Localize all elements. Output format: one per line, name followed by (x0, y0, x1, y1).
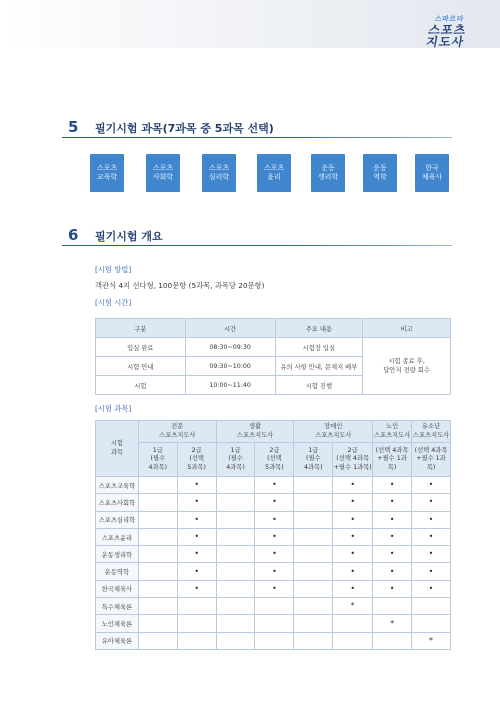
group-header: 전문 스포츠지도사 (138, 421, 216, 443)
section-5-heading (62, 118, 452, 138)
time-table (95, 318, 451, 395)
subject-box: 스포츠 심리학 (202, 154, 236, 192)
selectable-mark: • (177, 546, 216, 563)
subject-name: 스포츠사회학 (96, 494, 139, 511)
cell: 시험 진행 (275, 376, 363, 395)
required-mark: * (333, 598, 373, 615)
subject-box: 운동 역학 (363, 154, 397, 192)
selectable-mark: • (255, 494, 294, 511)
header-cell: 시간 (185, 319, 275, 338)
group-header: 생활 스포츠지도사 (216, 421, 294, 443)
selectable-mark: • (255, 528, 294, 545)
selectable-mark: • (255, 580, 294, 597)
required-mark: * (373, 615, 412, 632)
cell: 10:00~11:40 (185, 376, 275, 395)
table-row (96, 546, 451, 563)
selectable-mark: • (412, 546, 451, 563)
selectable-mark: • (373, 528, 412, 545)
subject-box: 운동 생리학 (311, 154, 345, 192)
grade-header: (선택 4과목 +필수 1과목) (373, 443, 412, 477)
table-row (96, 477, 451, 494)
selectable-mark: • (373, 563, 412, 580)
empty-cell (255, 598, 294, 615)
selectable-mark: • (412, 511, 451, 528)
selectable-mark: • (412, 477, 451, 494)
empty-cell (138, 598, 177, 615)
selectable-mark: • (412, 528, 451, 545)
grade-header: 2급 (선택 4과목 +필수 1과목) (333, 443, 373, 477)
selectable-mark: • (333, 494, 373, 511)
empty-cell (333, 615, 373, 632)
empty-cell (216, 528, 255, 545)
section-underline (62, 137, 452, 139)
cell: 시험 (96, 376, 186, 395)
empty-cell (177, 598, 216, 615)
group-header: 장애인 스포츠지도사 (294, 421, 373, 443)
selectable-mark: • (333, 546, 373, 563)
empty-cell (216, 632, 255, 649)
empty-cell (138, 563, 177, 580)
grade-header: (선택 4과목 +필수 1과목) (412, 443, 451, 477)
selectable-mark: • (333, 563, 373, 580)
selectable-mark: • (333, 477, 373, 494)
selectable-mark: • (255, 477, 294, 494)
selectable-mark: • (255, 511, 294, 528)
empty-cell (294, 615, 333, 632)
empty-cell (255, 615, 294, 632)
table-row (96, 598, 451, 615)
selectable-mark: • (333, 511, 373, 528)
brand-line-2: 스포츠 (427, 23, 468, 37)
grade-header: 1급 (필수 4과목) (294, 443, 333, 477)
selectable-mark: • (177, 494, 216, 511)
table-row (96, 580, 451, 597)
selectable-mark: • (333, 580, 373, 597)
subjects-label: [시험 과목] (95, 404, 132, 413)
subject-box: 스포츠 사회학 (146, 154, 180, 192)
empty-cell (216, 580, 255, 597)
empty-cell (294, 528, 333, 545)
cell: 입실 완료 (96, 338, 186, 357)
subject-name: 노인체육론 (96, 615, 139, 632)
cell: 시험 안내 (96, 357, 186, 376)
table-row (96, 528, 451, 545)
selectable-mark: • (373, 546, 412, 563)
subject-name: 유아체육론 (96, 632, 139, 649)
table-row (96, 563, 451, 580)
group-header: 노인 스포츠지도사 (373, 421, 412, 443)
empty-cell (412, 615, 451, 632)
header-cell: 비고 (363, 319, 451, 338)
group-header: 유소년 스포츠지도사 (412, 421, 451, 443)
empty-cell (294, 511, 333, 528)
selectable-mark: • (177, 477, 216, 494)
method-label: [시험 방법] (95, 265, 132, 274)
empty-cell (216, 615, 255, 632)
selectable-mark: • (373, 511, 412, 528)
empty-cell (216, 477, 255, 494)
method-text: 객관식 4지 선다형, 100문항 (5과목, 과목당 20문항) (95, 281, 265, 290)
empty-cell (216, 546, 255, 563)
empty-cell (294, 580, 333, 597)
section-number: 5 (68, 118, 79, 136)
brand-logo (411, 16, 483, 48)
grade-header: 1급 (필수 4과목) (138, 443, 177, 477)
section-title: 필기시험 개요 (95, 230, 163, 243)
selectable-mark: • (412, 563, 451, 580)
section-6-heading (62, 226, 452, 246)
subject-name: 스포츠심리학 (96, 511, 139, 528)
empty-cell (138, 615, 177, 632)
empty-cell (294, 563, 333, 580)
empty-cell (177, 632, 216, 649)
empty-cell (294, 494, 333, 511)
cell: 유의 사항 안내, 문제지 배부 (275, 357, 363, 376)
required-mark: * (412, 632, 451, 649)
empty-cell (294, 477, 333, 494)
subjects-table (95, 420, 451, 650)
cell: 08:30~09:30 (185, 338, 275, 357)
cell: 시험장 입실 (275, 338, 363, 357)
selectable-mark: • (373, 494, 412, 511)
empty-cell (255, 632, 294, 649)
empty-cell (138, 546, 177, 563)
empty-cell (216, 563, 255, 580)
empty-cell (373, 598, 412, 615)
empty-cell (216, 511, 255, 528)
selectable-mark: • (177, 511, 216, 528)
grade-header: 1급 (필수 4과목) (216, 443, 255, 477)
table-row (96, 632, 451, 649)
empty-cell (373, 632, 412, 649)
empty-cell (216, 494, 255, 511)
selectable-mark: • (177, 580, 216, 597)
empty-cell (294, 632, 333, 649)
corner-header: 시험 과목 (96, 421, 139, 477)
table-row (96, 511, 451, 528)
selectable-mark: • (412, 580, 451, 597)
section-underline (62, 245, 452, 247)
empty-cell (294, 546, 333, 563)
subject-box: 스포츠 교육학 (90, 154, 124, 192)
selectable-mark: • (373, 580, 412, 597)
empty-cell (138, 528, 177, 545)
table-row (96, 494, 451, 511)
time-label: [시험 시간] (95, 298, 132, 307)
table-row (96, 338, 451, 357)
empty-cell (138, 580, 177, 597)
subject-name: 스포츠윤리 (96, 528, 139, 545)
empty-cell (138, 477, 177, 494)
selectable-mark: • (373, 477, 412, 494)
table-row (96, 615, 451, 632)
selectable-mark: • (333, 528, 373, 545)
subject-name: 운동생리학 (96, 546, 139, 563)
empty-cell (333, 632, 373, 649)
subject-name: 특수체육론 (96, 598, 139, 615)
subject-name: 스포츠교육학 (96, 477, 139, 494)
empty-cell (138, 511, 177, 528)
cell: 09:30~10:00 (185, 357, 275, 376)
empty-cell (177, 615, 216, 632)
subject-name: 운동역학 (96, 563, 139, 580)
empty-cell (216, 598, 255, 615)
note-cell: 시험 종료 후, 답안지 전량 회수 (363, 338, 451, 395)
empty-cell (294, 598, 333, 615)
subject-name: 한국체육사 (96, 580, 139, 597)
brand-line-3: 지도사 (425, 35, 466, 49)
header-cell: 주요 내용 (275, 319, 363, 338)
selectable-mark: • (412, 494, 451, 511)
selectable-mark: • (255, 563, 294, 580)
empty-cell (138, 632, 177, 649)
selectable-mark: • (255, 546, 294, 563)
grade-header: 2급 (선택 5과목) (255, 443, 294, 477)
empty-cell (412, 598, 451, 615)
selectable-mark: • (177, 563, 216, 580)
selectable-mark: • (177, 528, 216, 545)
section-number: 6 (68, 226, 79, 244)
grade-header: 2급 (선택 5과목) (177, 443, 216, 477)
subject-box: 한국 체육사 (415, 154, 449, 192)
empty-cell (138, 494, 177, 511)
subject-box: 스포츠 윤리 (257, 154, 291, 192)
header-cell: 구분 (96, 319, 186, 338)
section-title: 필기시험 과목(7과목 중 5과목 선택) (95, 122, 274, 135)
brand-line-1: 스파르타 (434, 15, 465, 23)
